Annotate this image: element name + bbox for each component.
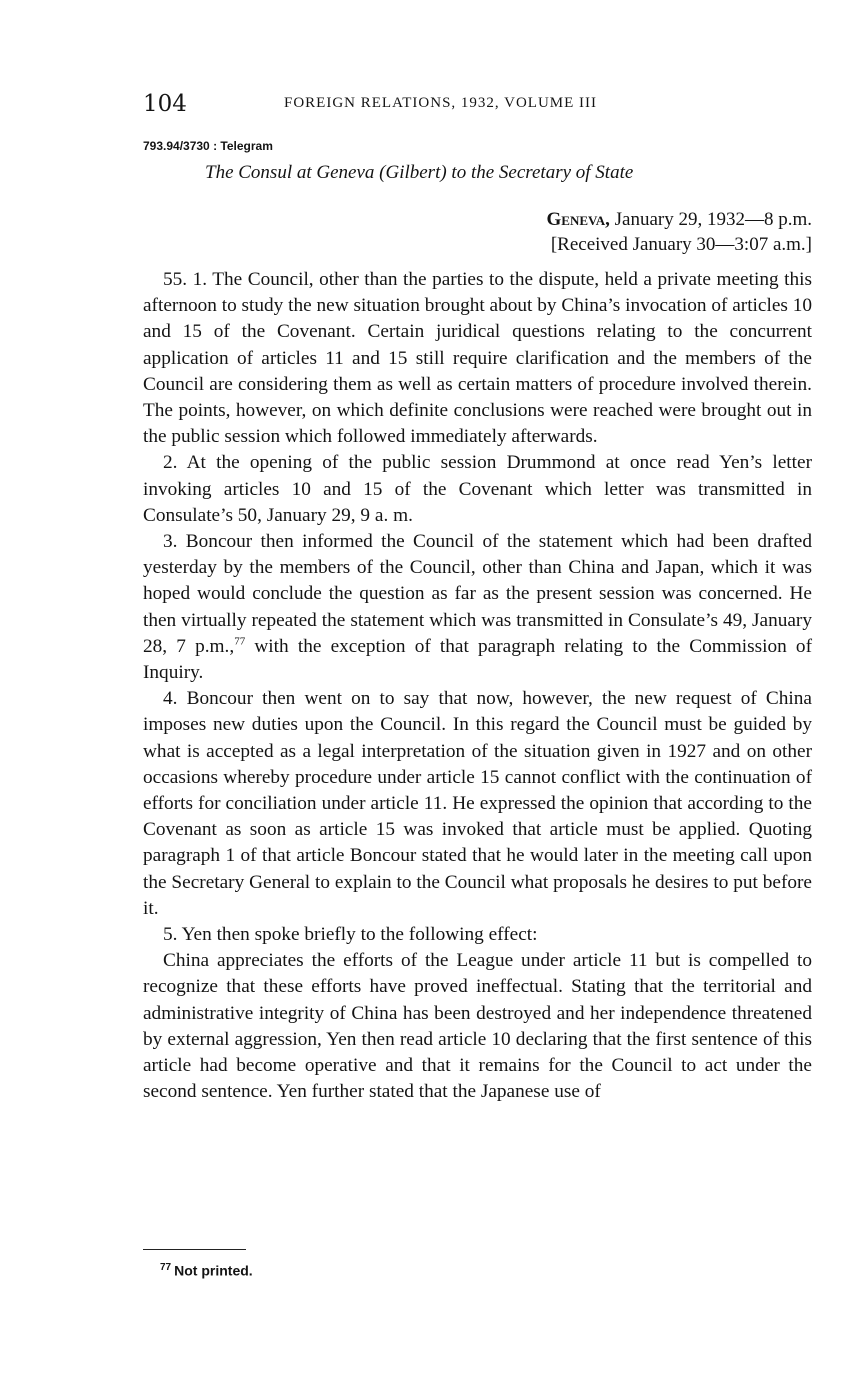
footnote-text: Not printed. [174, 1262, 253, 1279]
footnote-divider [143, 1249, 246, 1250]
paragraph-1: 55. 1. The Council, other than the parties to the dispute, held a private meeting this afternoon to study the new situation brought about by China’s invocation of articles 10 and 15 of the Covenant. Certain juridical questions relating to the concurrent application of articles 11 and 15 still require clarification and the members of the Council are considering them as well as certain matters of procedure involved therein. The points, however, on which definite conclusions were reached were brought out in the public session which followed immediately afterwards. [143, 269, 812, 448]
paragraph-3-text: 3. Boncour then informed the Council of the statement which had been drafted yesterday by the members of the Council, other than China and Japan, which it was hoped would conclude the question as far as the present session was concerned. He then virtually repeated the statement which was transmitted in Consulate’s 49, January 28, 7 p.m., [143, 531, 812, 657]
paragraph-3 [143, 529, 812, 686]
telegram-body [143, 267, 812, 1106]
footnote-mark: 77 [160, 1262, 172, 1273]
page-number: 104 [143, 91, 187, 117]
dateline-date: January 29, 1932—8 p.m. [609, 209, 812, 230]
paragraph-6: China appreciates the efforts of the League under article 11 but is compelled to recognize that these efforts have proved ineffectual. Stating that the territorial and administrative integrity of China has been destroyed and her independence threatened by external aggression, Yen then read article 10 declaring that the first sentence of this article had become operative and that it remains for the Council to act under the second sentence. Yen further stated that the Japanese use of [143, 950, 812, 1103]
dateline-place: Geneva, [546, 209, 610, 230]
file-reference: 793.94/3730 : Telegram [143, 139, 273, 153]
document-title: The Consul at Geneva (Gilbert) to the Secretary of State [205, 162, 634, 183]
footnote-reference: 77 [234, 635, 246, 648]
paragraph-4: 4. Boncour then went on to say that now, however, the new request of China imposes new duties upon the Council. In this regard the Council must be guided by what is accepted as a legal interpretation of the situation given in 1927 and on other occasions whereby procedure under article 15 cannot conflict with the continuation of efforts for conciliation under article 11. He expressed the opinion that according to the Covenant as soon as article 15 was invoked that article must be applied. Quoting paragraph 1 of that article Boncour stated that he would later in the meeting call upon the Secretary General to explain to the Council what proposals he desires to put before it. [143, 688, 812, 919]
received-line: [Received January 30—3:07 a.m.] [550, 234, 812, 255]
dateline [547, 209, 812, 231]
paragraph-5: 5. Yen then spoke briefly to the following effect: [163, 924, 538, 946]
paragraph-3-text-continued: with the exception of that paragraph relating to the Commission of Inquiry. [143, 635, 812, 684]
running-title: FOREIGN RELATIONS, 1932, VOLUME III [284, 95, 598, 111]
footnote [160, 1262, 253, 1279]
paragraph-2: 2. At the opening of the public session Drummond at once read Yen’s letter invoking articles 10 and 15 of the Covenant which letter was transmitted in Consulate’s 50, January 29, 9 a. m. [143, 452, 812, 526]
